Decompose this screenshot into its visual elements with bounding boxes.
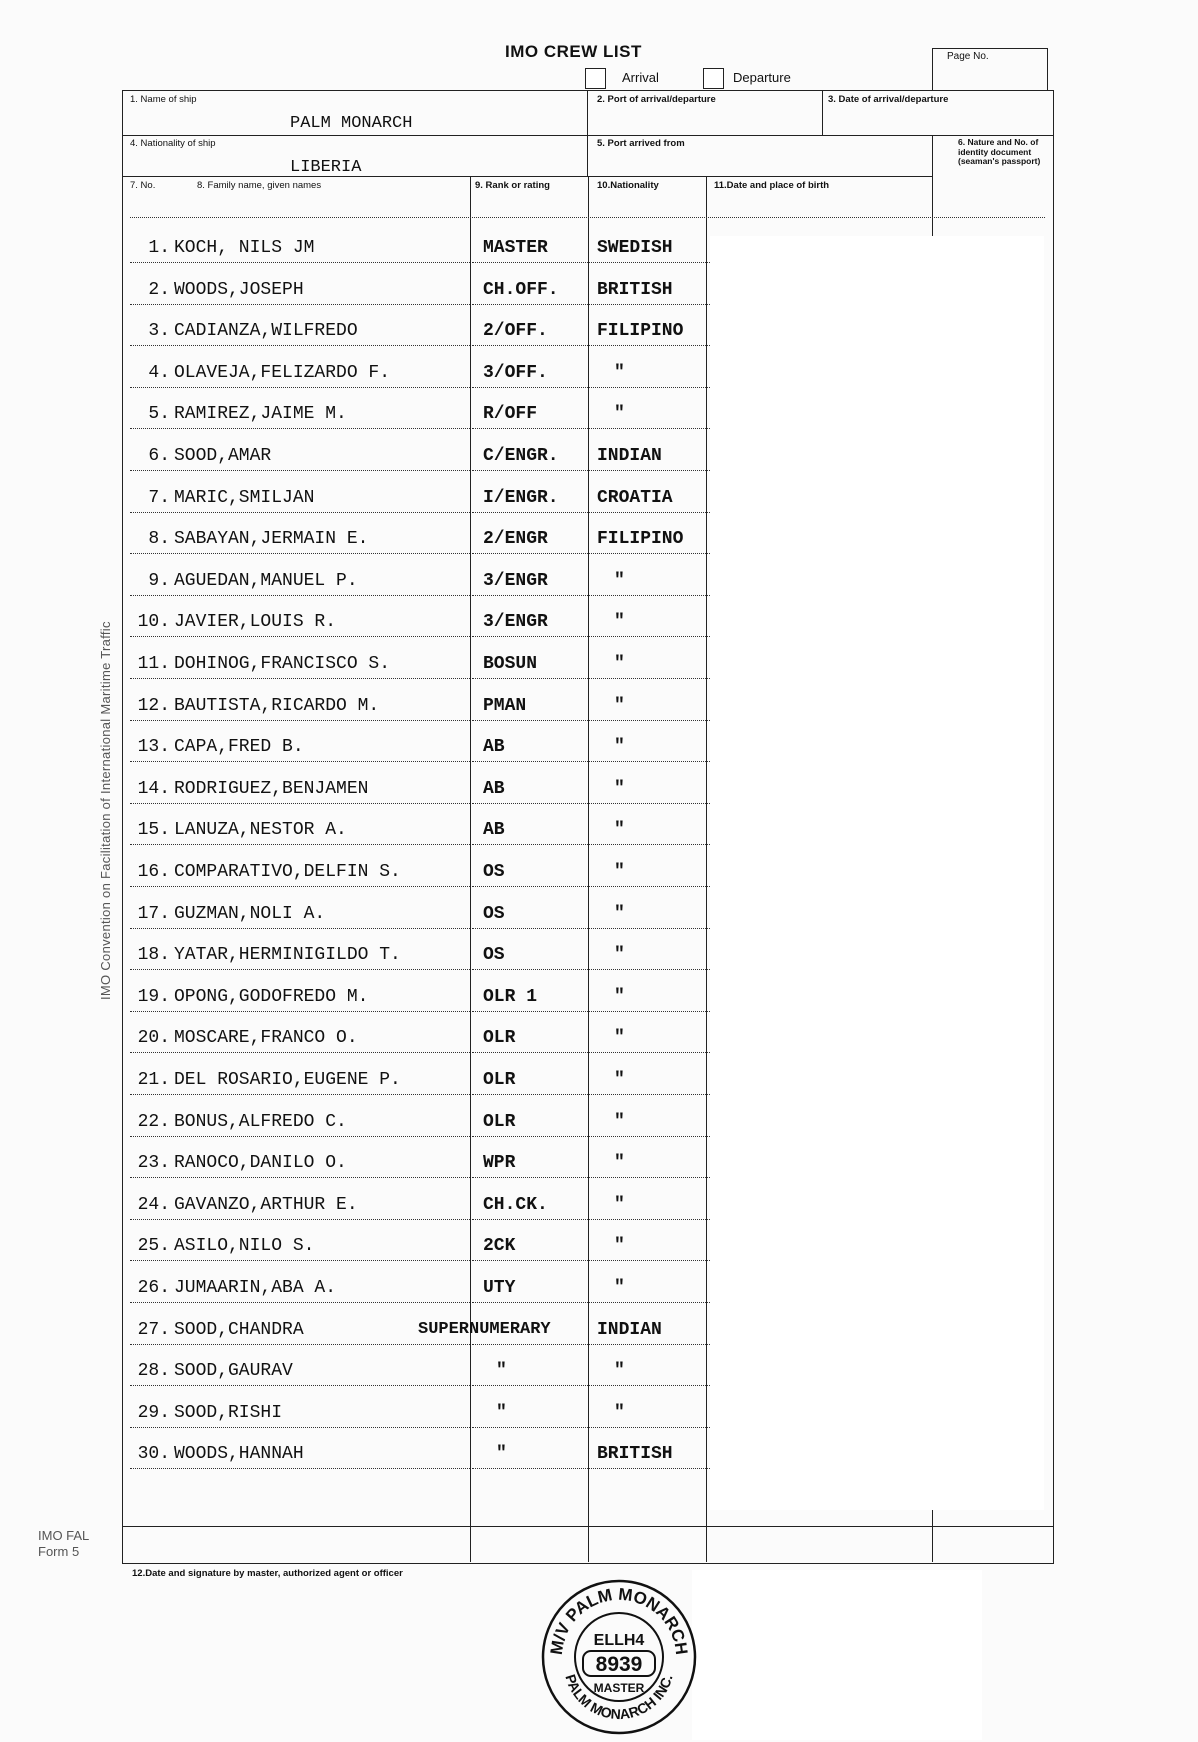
crew-nationality: " (614, 654, 625, 674)
dotted-rule (472, 1219, 710, 1220)
dotted-rule (472, 1094, 710, 1095)
dotted-rule (472, 1344, 710, 1345)
crew-nationality: " (614, 987, 625, 1007)
crew-nationality: " (614, 1195, 625, 1215)
crew-rank: OLR (483, 1112, 516, 1132)
crew-name: JUMAARIN,ABA A. (174, 1278, 337, 1298)
dotted-rule (130, 595, 470, 596)
stamp-number: 8939 (595, 1653, 643, 1676)
crew-rank: AB (483, 820, 505, 840)
crew-no: 7. (148, 488, 170, 508)
dotted-rule (130, 1219, 470, 1220)
crew-rank: " (496, 1403, 507, 1423)
nationality-of-ship-value: LIBERIA (290, 158, 362, 177)
crew-no: 21. (137, 1070, 170, 1090)
dotted-rule (472, 636, 710, 637)
dotted-rule (472, 1052, 710, 1053)
dotted-rule (472, 844, 710, 845)
dotted-rule (130, 1468, 470, 1469)
stamp-call-sign: ELLH4 (593, 1632, 645, 1649)
crew-no: 29. (137, 1403, 170, 1423)
crew-name: OLAVEJA,FELIZARDO F. (174, 363, 391, 383)
form-id (38, 1528, 89, 1560)
crew-rank: MASTER (483, 238, 548, 258)
dotted-rule (130, 636, 470, 637)
crew-nationality: " (614, 1278, 625, 1298)
crew-rank: R/OFF (483, 404, 538, 424)
crew-rank: OS (483, 945, 505, 965)
name-of-ship-label: 1. Name of ship (130, 94, 197, 105)
crew-no: 5. (148, 404, 170, 424)
ship-stamp (540, 1578, 698, 1736)
crew-name: RANOCO,DANILO O. (174, 1153, 347, 1173)
crew-no: 13. (137, 737, 170, 757)
dotted-rule (472, 1427, 710, 1428)
crew-no: 4. (148, 363, 170, 383)
page-number-label: Page No. (947, 51, 989, 62)
departure-label: Departure (733, 70, 791, 85)
crew-no: 6. (148, 446, 170, 466)
dotted-rule (130, 1302, 470, 1303)
crew-nationality: " (614, 571, 625, 591)
crew-name: YATAR,HERMINIGILDO T. (174, 945, 401, 965)
crew-rank: BOSUN (483, 654, 538, 674)
crew-nationality: CROATIA (597, 488, 673, 508)
identity-document-label: 6. Nature and No. of identity document (seaman's passport) (958, 137, 1041, 166)
crew-rank: OLR 1 (483, 987, 538, 1007)
crew-name: COMPARATIVO,DELFIN S. (174, 862, 401, 882)
dotted-rule (130, 304, 470, 305)
divider (587, 90, 588, 136)
crew-rank: CH.OFF. (483, 280, 559, 300)
crew-name: MOSCARE,FRANCO O. (174, 1028, 358, 1048)
crew-nationality: " (614, 820, 625, 840)
crew-nationality: " (614, 696, 625, 716)
crew-name: RODRIGUEZ,BENJAMEN (174, 779, 369, 799)
dotted-rule (472, 1260, 710, 1261)
crew-nationality: " (614, 1361, 625, 1381)
dotted-rule (472, 387, 710, 388)
dotted-rule (130, 387, 470, 388)
nationality-of-ship-label: 4. Nationality of ship (130, 138, 216, 149)
dotted-rule (472, 428, 710, 429)
crew-no: 23. (137, 1153, 170, 1173)
dotted-rule (130, 262, 470, 263)
port-arrived-from-label: 5. Port arrived from (597, 138, 685, 149)
crew-nationality: " (614, 904, 625, 924)
crew-rank: " (496, 1361, 507, 1381)
crew-rank: WPR (483, 1153, 516, 1173)
crew-nationality: " (614, 1236, 625, 1256)
form-title: IMO CREW LIST (505, 42, 642, 61)
dotted-rule (130, 1260, 470, 1261)
crew-name: LANUZA,NESTOR A. (174, 820, 347, 840)
crew-nationality: " (614, 945, 625, 965)
crew-nationality: " (614, 779, 625, 799)
crew-nationality: " (614, 363, 625, 383)
crew-nationality: " (614, 862, 625, 882)
crew-no: 2. (148, 280, 170, 300)
dotted-rule (130, 1136, 470, 1137)
crew-rank: 2CK (483, 1236, 516, 1256)
signature-label: 12.Date and signature by master, authorized agent or officer (132, 1568, 403, 1579)
crew-name: SOOD,CHANDRA (174, 1320, 304, 1340)
crew-name: GUZMAN,NOLI A. (174, 904, 326, 924)
dotted-rule (472, 886, 710, 887)
dotted-rule (472, 1136, 710, 1137)
page-number-box (932, 48, 1048, 91)
crew-name: MARIC,SMILJAN (174, 488, 315, 508)
convention-sidebar-text: IMO Convention on Facilitation of International Maritime Traffic (98, 621, 113, 1000)
crew-no: 18. (137, 945, 170, 965)
crew-no: 14. (137, 779, 170, 799)
crew-nationality: " (614, 1153, 625, 1173)
dotted-rule (130, 886, 470, 887)
dotted-rule (472, 512, 710, 513)
crew-no: 24. (137, 1195, 170, 1215)
crew-rank: AB (483, 737, 505, 757)
crew-rank: " (496, 1444, 507, 1464)
dotted-rule (130, 803, 470, 804)
dotted-rule (472, 1011, 710, 1012)
crew-nationality: FILIPINO (597, 529, 684, 549)
name-of-ship-value: PALM MONARCH (290, 114, 413, 133)
dotted-rule (472, 1302, 710, 1303)
crew-nationality: " (614, 1028, 625, 1048)
dotted-rule (472, 720, 710, 721)
col-birth-header: 11.Date and place of birth (714, 180, 830, 191)
dotted-rule (472, 262, 710, 263)
crew-nationality: INDIAN (597, 446, 662, 466)
crew-no: 26. (137, 1278, 170, 1298)
dotted-rule (130, 1344, 470, 1345)
form-id-line2: Form 5 (38, 1544, 80, 1559)
form-id-line1: IMO FAL (38, 1528, 90, 1543)
crew-rank: PMAN (483, 696, 527, 716)
crew-rank: CH.CK. (483, 1195, 548, 1215)
crew-rank: OS (483, 862, 505, 882)
crew-no: 3. (148, 321, 170, 341)
crew-name: JAVIER,LOUIS R. (174, 612, 337, 632)
crew-no: 16. (137, 862, 170, 882)
stamp-outer-text: M/V PALM MONARCH (546, 1584, 692, 1656)
crew-no: 15. (137, 820, 170, 840)
dotted-rule (472, 304, 710, 305)
departure-checkbox[interactable] (703, 68, 724, 89)
dotted-rule (130, 217, 1045, 218)
crew-no: 28. (137, 1361, 170, 1381)
crew-rank: OLR (483, 1070, 516, 1090)
crew-name: RAMIREZ,JAIME M. (174, 404, 347, 424)
dotted-rule (130, 1011, 470, 1012)
stamp-outer-bottom: PALM MONARCH INC. (562, 1672, 676, 1723)
crew-no: 19. (137, 987, 170, 1007)
crew-nationality: " (614, 1070, 625, 1090)
crew-no: 25. (137, 1236, 170, 1256)
dotted-rule (130, 428, 470, 429)
crew-no: 10. (137, 612, 170, 632)
crew-no: 1. (148, 238, 170, 258)
crew-name: OPONG,GODOFREDO M. (174, 987, 369, 1007)
dotted-rule (472, 761, 710, 762)
crew-nationality: " (614, 737, 625, 757)
dotted-rule (472, 595, 710, 596)
dotted-rule (472, 345, 710, 346)
divider (822, 90, 823, 136)
crew-rank: OLR (483, 1028, 516, 1048)
crew-name: CAPA,FRED B. (174, 737, 304, 757)
dotted-rule (130, 720, 470, 721)
dotted-rule (130, 345, 470, 346)
crew-rank: 3/OFF. (483, 363, 548, 383)
dotted-rule (130, 512, 470, 513)
crew-name: SABAYAN,JERMAIN E. (174, 529, 369, 549)
dotted-rule (472, 928, 710, 929)
dotted-rule (472, 553, 710, 554)
crew-nationality: " (614, 612, 625, 632)
redacted-area (710, 236, 1044, 1510)
port-label: 2. Port of arrival/departure (597, 94, 716, 105)
crew-no: 20. (137, 1028, 170, 1048)
arrival-label: Arrival (622, 70, 659, 85)
divider (122, 176, 932, 177)
crew-rank: UTY (483, 1278, 516, 1298)
crew-name: ASILO,NILO S. (174, 1236, 315, 1256)
crew-no: 8. (148, 529, 170, 549)
crew-nationality: " (614, 1403, 625, 1423)
dotted-rule (130, 1385, 470, 1386)
dotted-rule (130, 969, 470, 970)
crew-name: SOOD,AMAR (174, 446, 272, 466)
divider (587, 135, 588, 177)
crew-name: BAUTISTA,RICARDO M. (174, 696, 380, 716)
col-no-header: 7. No. (130, 180, 156, 191)
redacted-area (692, 1570, 982, 1740)
col-rank-header: 9. Rank or rating (475, 180, 550, 191)
crew-name: WOODS,JOSEPH (174, 280, 304, 300)
crew-name: SOOD,GAURAV (174, 1361, 293, 1381)
crew-no: 11. (137, 654, 170, 674)
crew-rank: C/ENGR. (483, 446, 559, 466)
col-nationality-header: 10.Nationality (597, 180, 659, 191)
crew-no: 9. (148, 571, 170, 591)
dotted-rule (130, 761, 470, 762)
crew-name: GAVANZO,ARTHUR E. (174, 1195, 358, 1215)
crew-name: CADIANZA,WILFREDO (174, 321, 358, 341)
crew-rank: AB (483, 779, 505, 799)
crew-rank: OS (483, 904, 505, 924)
dotted-rule (130, 928, 470, 929)
dotted-rule (130, 1052, 470, 1053)
stamp-role: MASTER (593, 1681, 645, 1695)
dotted-rule (130, 553, 470, 554)
dotted-rule (472, 1385, 710, 1386)
crew-nationality: SWEDISH (597, 238, 673, 258)
date-label: 3. Date of arrival/departure (828, 94, 949, 105)
crew-name: BONUS,ALFREDO C. (174, 1112, 347, 1132)
dotted-rule (472, 470, 710, 471)
crew-rank: 3/ENGR (483, 612, 548, 632)
crew-no: 22. (137, 1112, 170, 1132)
crew-rank: 2/ENGR (483, 529, 548, 549)
crew-nationality: FILIPINO (597, 321, 684, 341)
dotted-rule (472, 969, 710, 970)
crew-name: DEL ROSARIO,EUGENE P. (174, 1070, 401, 1090)
crew-nationality: " (614, 1112, 625, 1132)
crew-name: SOOD,RISHI (174, 1403, 283, 1423)
crew-no: 30. (137, 1444, 170, 1464)
col-name-header: 8. Family name, given names (197, 180, 322, 191)
dotted-rule (472, 803, 710, 804)
crew-nationality: INDIAN (597, 1320, 662, 1340)
crew-name: AGUEDAN,MANUEL P. (174, 571, 358, 591)
crew-name: WOODS,HANNAH (174, 1444, 304, 1464)
crew-name: KOCH, NILS JM (174, 238, 315, 258)
crew-name: DOHINOG,FRANCISCO S. (174, 654, 391, 674)
crew-no: 27. (137, 1320, 170, 1340)
dotted-rule (130, 470, 470, 471)
dotted-rule (472, 678, 710, 679)
dotted-rule (130, 1094, 470, 1095)
crew-no: 12. (137, 696, 170, 716)
stamp-seal (540, 1578, 698, 1736)
crew-nationality: BRITISH (597, 280, 673, 300)
arrival-checkbox[interactable] (585, 68, 606, 89)
svg-text:PALM MONARCH INC. (562, 1672, 675, 1722)
dotted-rule (130, 1177, 470, 1178)
crew-nationality: BRITISH (597, 1444, 673, 1464)
crew-no: 17. (137, 904, 170, 924)
dotted-rule (130, 1427, 470, 1428)
dotted-rule (130, 844, 470, 845)
crew-rank: 2/OFF. (483, 321, 548, 341)
dotted-rule (472, 1468, 710, 1469)
crew-nationality: " (614, 404, 625, 424)
crew-rank: SUPERNUMERARY (418, 1320, 551, 1339)
crew-rank: 3/ENGR (483, 571, 548, 591)
dotted-rule (130, 678, 470, 679)
dotted-rule (472, 1177, 710, 1178)
crew-rank: I/ENGR. (483, 488, 559, 508)
